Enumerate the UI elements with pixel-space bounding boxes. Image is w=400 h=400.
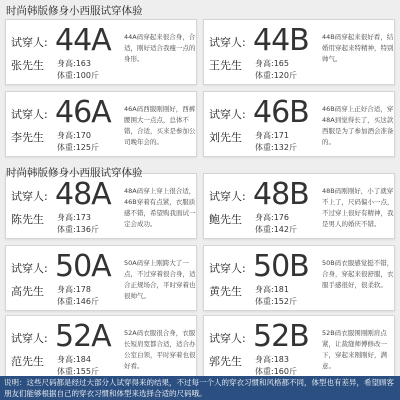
tester-name: 黄先生 — [209, 285, 242, 298]
fitting-comment: 52A码衣服很合身，衣服长短肩宽都合适，适合办公室白领，平时穿着也很好看。 — [124, 329, 196, 370]
fitting-card-46b — [203, 91, 395, 157]
tester-weight: 体重:142斤 — [255, 225, 297, 234]
fitting-card-50a — [5, 245, 197, 311]
tester-height: 身高:165 — [255, 59, 289, 68]
tester-name: 陈先生 — [11, 213, 44, 226]
tester-label: 试穿人: — [209, 36, 246, 49]
tester-weight: 体重:125斤 — [57, 143, 99, 152]
size-code: 52B — [253, 319, 309, 354]
size-note: 说明：这些尺码都是经过大部分人试穿得来的结果，不过每一个人的穿衣习惯和风格都不同，体型也有差异，希望顾客朋友们能够根据自己的穿衣习惯和体型来选择合适的尺码哦。 — [0, 376, 400, 400]
tester-height: 身高:163 — [57, 59, 91, 68]
fitting-card-48b — [203, 173, 395, 239]
fitting-card-48a — [5, 173, 197, 239]
fitting-comment: 44A码穿起来很合身，合适，刚好适合我瘦一点的身形。 — [124, 33, 196, 63]
tester-name: 范先生 — [11, 355, 44, 368]
size-code: 46B — [253, 95, 309, 130]
fitting-card-50b — [203, 245, 395, 311]
size-code: 52A — [55, 319, 111, 354]
tester-height: 身高:181 — [255, 285, 289, 294]
fitting-row — [5, 173, 395, 239]
fitting-row — [5, 91, 395, 157]
tester-weight: 体重:155斤 — [57, 367, 99, 376]
tester-weight: 体重:120斤 — [255, 71, 297, 80]
tester-name: 张先生 — [11, 59, 44, 72]
size-code: 48B — [253, 177, 309, 212]
tester-name: 李先生 — [11, 131, 44, 144]
tester-height: 身高:183 — [255, 355, 289, 364]
section-subtitle: 时尚韩版修身小西服试穿体验 — [6, 167, 143, 179]
fitting-comment: 44B码穿起来很好看，结婚用穿起来特精神，特别帅气。 — [322, 33, 394, 63]
tester-label: 试穿人: — [209, 332, 246, 345]
tester-name: 鲍先生 — [209, 213, 242, 226]
page-title: 时尚韩版修身小西服试穿体验 — [6, 5, 143, 17]
fitting-comment: 48A码穿上穿上很合适，46B穿着有点紧，衣服质感不错，希望购我面试一定会成功。 — [124, 187, 196, 228]
fitting-row — [5, 19, 395, 85]
tester-label: 试穿人: — [209, 190, 246, 203]
fitting-comment: 52B码衣服围刚刚肩点紧，让裁缝师傅修改一下，穿起来刚刚好，满意。 — [322, 329, 387, 370]
tester-height: 身高:170 — [57, 131, 91, 140]
tester-label: 试穿人: — [11, 36, 48, 49]
tester-weight: 体重:146斤 — [57, 297, 99, 306]
tester-name: 高先生 — [11, 285, 44, 298]
fitting-card-52b — [203, 315, 395, 381]
tester-height: 身高:176 — [255, 213, 289, 222]
fitting-comment: 46B码穿上正好合适，穿48A到觉得长了，买这款西服是为了参加酒会准备的。 — [322, 105, 394, 146]
tester-weight: 体重:136斤 — [57, 225, 99, 234]
tester-label: 试穿人: — [11, 262, 48, 275]
tester-height: 身高:173 — [57, 213, 91, 222]
fitting-comment: 50B码衣服感觉挺不错，合身，穿起来很舒服，衣服手感很好，很柔软。 — [322, 259, 394, 289]
fitting-comment: 46A码西服刚刚好，西裤腰围大一点点，总体不错，合适，买来是参加公司晚年会的。 — [124, 105, 196, 146]
fitting-card-44a — [5, 19, 197, 85]
tester-label: 试穿人: — [11, 108, 48, 121]
tester-label: 试穿人: — [209, 262, 246, 275]
tester-name: 王先生 — [209, 59, 242, 72]
fitting-card-44b — [203, 19, 395, 85]
fitting-comment: 48B码刚刚好，小了就穿不上了，尺码偏小一点，不过穿上很好有精神，我是男人的婚庆不错。 — [322, 187, 394, 228]
tester-weight: 体重:100斤 — [57, 71, 99, 80]
fitting-card-46a — [5, 91, 197, 157]
fitting-comment: 50A码穿上刚跨大了一点，不过穿着很合身，适合正规场合，平时穿着也很帅气。 — [124, 259, 196, 300]
tester-height: 身高:171 — [255, 131, 289, 140]
size-code: 44B — [253, 23, 309, 58]
tester-name: 郭先生 — [209, 355, 242, 368]
tester-weight: 体重:160斤 — [255, 367, 297, 376]
tester-label: 试穿人: — [11, 332, 48, 345]
tester-height: 身高:184 — [57, 355, 91, 364]
tester-height: 身高:178 — [57, 285, 91, 294]
size-code: 48A — [55, 177, 111, 212]
tester-label: 试穿人: — [209, 108, 246, 121]
tester-weight: 体重:152斤 — [255, 297, 297, 306]
tester-label: 试穿人: — [11, 190, 48, 203]
size-code: 46A — [55, 95, 111, 130]
size-code: 50B — [253, 249, 309, 284]
fitting-row — [5, 245, 395, 311]
tester-weight: 体重:132斤 — [255, 143, 297, 152]
size-code: 50A — [55, 249, 111, 284]
fitting-card-52a — [5, 315, 197, 381]
tester-name: 刘先生 — [209, 131, 242, 144]
size-code: 44A — [55, 23, 111, 58]
fitting-row — [5, 315, 395, 381]
